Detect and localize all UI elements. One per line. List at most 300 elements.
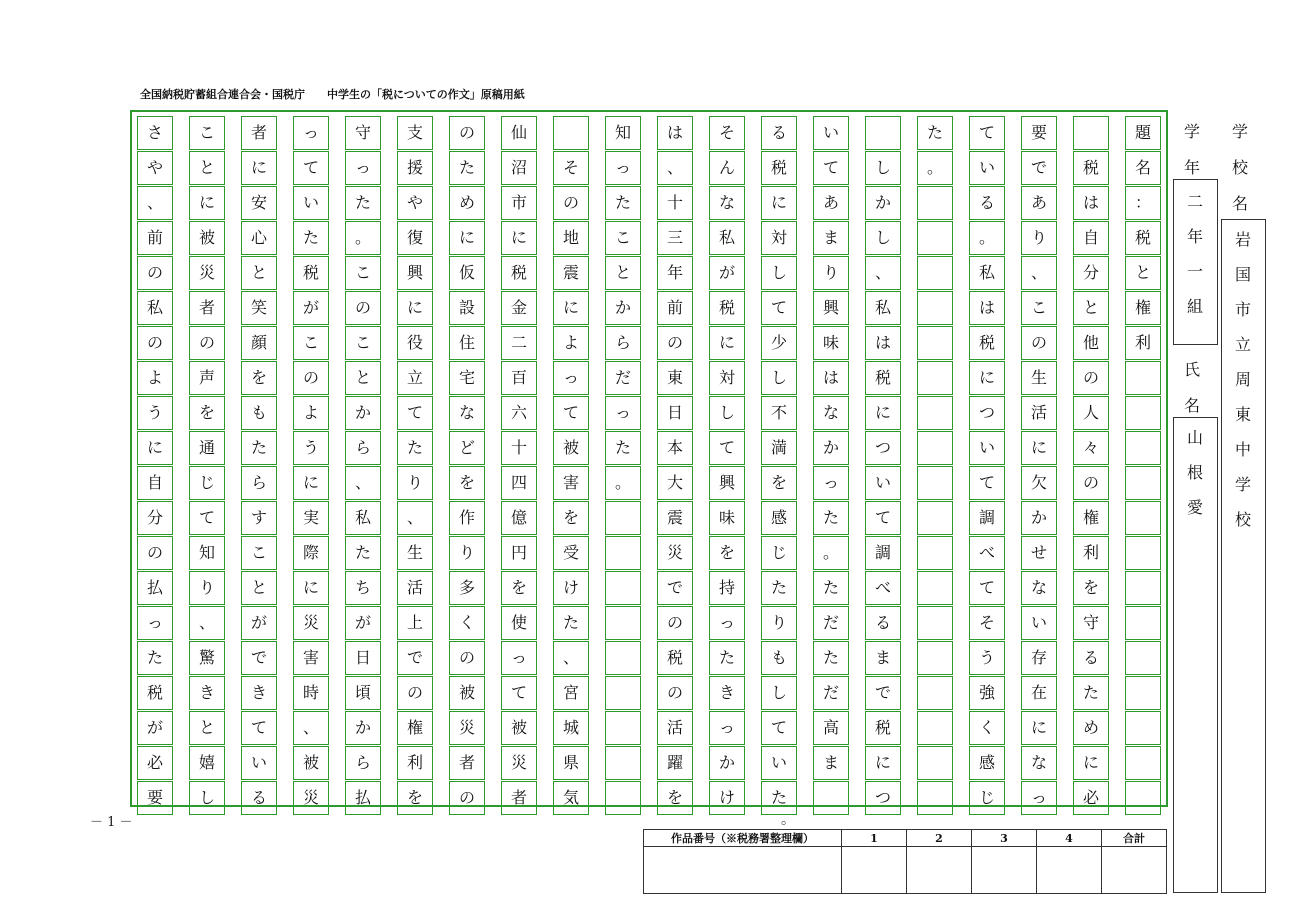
grid-cell: 住 xyxy=(449,326,485,360)
grid-cell: 、 xyxy=(137,186,173,220)
grid-cell: で xyxy=(865,676,901,710)
grid-cell: 頃 xyxy=(345,676,381,710)
grid-cell: た xyxy=(345,536,381,570)
grid-cell: り xyxy=(813,256,849,290)
grid-cell: う xyxy=(293,431,329,465)
grid-cell: 仙 xyxy=(501,116,537,150)
grid-cell xyxy=(605,781,641,815)
grid-cell xyxy=(813,781,849,815)
grid-cell: つ xyxy=(865,431,901,465)
grid-cell: に xyxy=(241,151,277,185)
grade-value xyxy=(1183,184,1207,324)
grid-cell: を xyxy=(761,466,797,500)
work-number-table xyxy=(643,829,1167,894)
table-cell-2[interactable] xyxy=(907,847,972,894)
grid-cell: 調 xyxy=(969,501,1005,535)
grid-cell: た xyxy=(917,116,953,150)
table-header-3: 3 xyxy=(972,830,1037,847)
vertical-char: 年 xyxy=(1183,158,1200,177)
table-cell-3[interactable] xyxy=(972,847,1037,894)
grid-cell: 払 xyxy=(137,571,173,605)
grid-cell: 。 xyxy=(969,221,1005,255)
grid-cell: に xyxy=(293,466,329,500)
grid-cell: け xyxy=(709,781,745,815)
grid-cell: が xyxy=(241,606,277,640)
grid-cell xyxy=(605,571,641,605)
grid-cell xyxy=(1125,606,1161,640)
grid-cell: か xyxy=(865,186,901,220)
vertical-char: 校 xyxy=(1234,510,1251,529)
grid-cell: め xyxy=(449,186,485,220)
grid-cell: る xyxy=(1073,641,1109,675)
grid-cell: を xyxy=(241,361,277,395)
grid-cell: 際 xyxy=(293,536,329,570)
grid-cell: 調 xyxy=(865,536,901,570)
grid-cell: ち xyxy=(345,571,381,605)
grid-cell xyxy=(1125,536,1161,570)
grid-cell: 実 xyxy=(293,501,329,535)
grid-cell: き xyxy=(709,676,745,710)
grid-cell: か xyxy=(1021,501,1057,535)
grid-cell: 。 xyxy=(813,536,849,570)
grid-cell: ま xyxy=(813,221,849,255)
grid-cell: 声 xyxy=(189,361,225,395)
vertical-char: 国 xyxy=(1234,265,1251,284)
grid-cell: り xyxy=(397,466,433,500)
grid-cell: て xyxy=(501,676,537,710)
grid-cell: を xyxy=(709,536,745,570)
grid-cell: 復 xyxy=(397,221,433,255)
grid-cell: 、 xyxy=(397,501,433,535)
grid-cell: っ xyxy=(345,151,381,185)
grid-cell: 興 xyxy=(397,256,433,290)
grid-cell: 円 xyxy=(501,536,537,570)
grid-cell: ら xyxy=(345,431,381,465)
grid-cell: 題 xyxy=(1125,116,1161,150)
grid-cell: た xyxy=(709,641,745,675)
grid-cell: こ xyxy=(241,536,277,570)
manuscript-grid xyxy=(130,110,1168,807)
grid-cell: い xyxy=(293,186,329,220)
grid-cell: き xyxy=(241,676,277,710)
grid-cell: 権 xyxy=(397,711,433,745)
grid-cell: 税 xyxy=(501,256,537,290)
grid-cell: を xyxy=(189,396,225,430)
table-cell-total[interactable] xyxy=(1102,847,1167,894)
grid-cell: こ xyxy=(189,116,225,150)
grid-cell xyxy=(605,536,641,570)
grid-cell: 六 xyxy=(501,396,537,430)
grid-cell: 生 xyxy=(397,536,433,570)
grid-cell xyxy=(917,396,953,430)
grid-cell: て xyxy=(761,711,797,745)
grid-cell: 私 xyxy=(709,221,745,255)
grid-cell: に xyxy=(969,361,1005,395)
grid-cell: を xyxy=(657,781,693,815)
grid-cell: た xyxy=(241,431,277,465)
grid-cell: 興 xyxy=(813,291,849,325)
grid-cell: こ xyxy=(345,256,381,290)
grid-cell xyxy=(605,606,641,640)
table-cell-work-number[interactable] xyxy=(644,847,842,894)
grid-cell: つ xyxy=(865,781,901,815)
grid-cell: 強 xyxy=(969,676,1005,710)
grid-cell: の xyxy=(137,536,173,570)
grid-cell: 税 xyxy=(865,711,901,745)
grid-cell: 払 xyxy=(345,781,381,815)
grid-cell: 前 xyxy=(137,221,173,255)
grid-cell: い xyxy=(241,746,277,780)
grid-cell: 活 xyxy=(1021,396,1057,430)
grid-cell: て xyxy=(709,431,745,465)
grid-cell: 税 xyxy=(1125,221,1161,255)
grid-cell: に xyxy=(1073,746,1109,780)
grid-cell: 。 xyxy=(917,151,953,185)
grid-cell: 対 xyxy=(709,361,745,395)
grid-cell: だ xyxy=(605,361,641,395)
grid-cell: 躍 xyxy=(657,746,693,780)
grid-cell: 受 xyxy=(553,536,589,570)
vertical-char: 中 xyxy=(1234,440,1251,459)
grid-cell: っ xyxy=(1021,781,1057,815)
grid-cell xyxy=(917,256,953,290)
grid-cell: た xyxy=(813,501,849,535)
grid-cell: の xyxy=(553,186,589,220)
grid-cell: 税 xyxy=(293,256,329,290)
grid-cell: 日 xyxy=(345,641,381,675)
grid-cell xyxy=(1125,676,1161,710)
school-value xyxy=(1231,222,1255,537)
vertical-char: 山 xyxy=(1186,428,1203,447)
grid-cell: 私 xyxy=(345,501,381,535)
grid-cell xyxy=(1125,431,1161,465)
grid-cell: く xyxy=(449,606,485,640)
grid-cell: 使 xyxy=(501,606,537,640)
grid-cell: 十 xyxy=(501,431,537,465)
grid-cell: い xyxy=(969,151,1005,185)
grid-cell: 災 xyxy=(657,536,693,570)
grid-cell: 名 xyxy=(1125,151,1161,185)
name-label xyxy=(1182,352,1202,424)
grid-cell: っ xyxy=(709,711,745,745)
grid-cell: 。 xyxy=(605,466,641,500)
grid-cell: に xyxy=(137,431,173,465)
grid-cell: の xyxy=(397,676,433,710)
grid-cell xyxy=(917,781,953,815)
table-header-4: 4 xyxy=(1037,830,1102,847)
grid-cell: ら xyxy=(605,326,641,360)
grid-cell: も xyxy=(241,396,277,430)
grid-cell: 笑 xyxy=(241,291,277,325)
grid-cell: こ xyxy=(293,326,329,360)
grid-cell: べ xyxy=(865,571,901,605)
grid-cell xyxy=(917,291,953,325)
grid-cell: こ xyxy=(1021,291,1057,325)
grid-cell: 被 xyxy=(189,221,225,255)
grid-cell: て xyxy=(553,396,589,430)
grid-cell: 、 xyxy=(657,151,693,185)
grid-cell: う xyxy=(969,641,1005,675)
grid-cell xyxy=(917,431,953,465)
grid-cell: 守 xyxy=(1073,606,1109,640)
grid-cell: ら xyxy=(345,746,381,780)
grid-cell xyxy=(917,186,953,220)
grid-cell: こ xyxy=(605,221,641,255)
grid-cell: と xyxy=(189,711,225,745)
grid-cell xyxy=(917,711,953,745)
grid-cell: 税 xyxy=(1073,151,1109,185)
grid-cell: を xyxy=(553,501,589,535)
grid-cell: た xyxy=(345,186,381,220)
grid-cell: 権 xyxy=(1125,291,1161,325)
grid-cell: 必 xyxy=(1073,781,1109,815)
grid-cell: 利 xyxy=(397,746,433,780)
grid-cell: 者 xyxy=(449,746,485,780)
grid-cell xyxy=(553,116,589,150)
grid-cell: 本 xyxy=(657,431,693,465)
grid-cell: 私 xyxy=(969,256,1005,290)
grid-cell xyxy=(917,676,953,710)
grid-cell xyxy=(1125,746,1161,780)
grid-cell: 自 xyxy=(137,466,173,500)
grid-cell: 人 xyxy=(1073,396,1109,430)
grid-cell: 被 xyxy=(293,746,329,780)
grid-cell: 持 xyxy=(709,571,745,605)
grid-cell: な xyxy=(449,396,485,430)
grid-cell: で xyxy=(397,641,433,675)
grid-cell: は xyxy=(813,361,849,395)
grid-cell: そ xyxy=(553,151,589,185)
grid-cell: を xyxy=(1073,571,1109,605)
table-cell-1[interactable] xyxy=(842,847,907,894)
grid-cell: の xyxy=(657,326,693,360)
grid-cell: て xyxy=(969,466,1005,500)
grid-cell: 生 xyxy=(1021,361,1057,395)
grid-cell: く xyxy=(969,711,1005,745)
grid-cell: な xyxy=(1021,746,1057,780)
grid-cell: そ xyxy=(709,116,745,150)
grid-cell: 心 xyxy=(241,221,277,255)
grid-cell: 活 xyxy=(657,711,693,745)
grid-cell: っ xyxy=(605,396,641,430)
grid-cell: た xyxy=(813,641,849,675)
grid-cell xyxy=(1125,466,1161,500)
grid-cell: 守 xyxy=(345,116,381,150)
grid-cell: 億 xyxy=(501,501,537,535)
grid-cell: い xyxy=(865,466,901,500)
grid-cell xyxy=(605,501,641,535)
grid-cell: 地 xyxy=(553,221,589,255)
grid-cell: の xyxy=(449,116,485,150)
vertical-char: 学 xyxy=(1234,475,1251,494)
grid-cell: に xyxy=(293,571,329,605)
grid-cell: き xyxy=(189,676,225,710)
grid-cell: 々 xyxy=(1073,431,1109,465)
grid-cell: に xyxy=(761,186,797,220)
grid-cell: か xyxy=(345,396,381,430)
grid-cell xyxy=(917,221,953,255)
grid-cell: じ xyxy=(189,466,225,500)
grid-cell: 税 xyxy=(865,361,901,395)
grid-cell: と xyxy=(241,571,277,605)
grid-cell xyxy=(917,501,953,535)
grid-cell xyxy=(917,361,953,395)
grid-cell: る xyxy=(865,606,901,640)
grid-cell xyxy=(1125,396,1161,430)
grid-cell: 四 xyxy=(501,466,537,500)
grid-cell: し xyxy=(709,396,745,430)
grid-cell: っ xyxy=(553,361,589,395)
grid-cell: 。 xyxy=(345,221,381,255)
grid-cell: っ xyxy=(501,641,537,675)
vertical-char: 根 xyxy=(1186,463,1203,482)
grid-cell: そ xyxy=(969,606,1005,640)
grid-cell: 被 xyxy=(449,676,485,710)
grid-cell: 必 xyxy=(137,746,173,780)
grid-cell: を xyxy=(449,466,485,500)
grid-cell: に xyxy=(553,291,589,325)
grid-cell: 県 xyxy=(553,746,589,780)
grid-cell: て xyxy=(397,396,433,430)
grid-cell: 、 xyxy=(865,256,901,290)
grid-cell: 二 xyxy=(501,326,537,360)
grid-cell: 感 xyxy=(969,746,1005,780)
grid-cell: を xyxy=(501,571,537,605)
table-cell-4[interactable] xyxy=(1037,847,1102,894)
grid-cell: の xyxy=(657,676,693,710)
table-header-2: 2 xyxy=(907,830,972,847)
grid-cell xyxy=(1073,116,1109,150)
grid-cell: 興 xyxy=(709,466,745,500)
grid-cell: は xyxy=(865,326,901,360)
grid-cell: と xyxy=(241,256,277,290)
trailing-mark: 。 xyxy=(781,812,795,828)
grid-cell: し xyxy=(865,151,901,185)
grid-cell xyxy=(605,676,641,710)
grid-cell: 驚 xyxy=(189,641,225,675)
grid-cell: べ xyxy=(969,536,1005,570)
grid-cell: は xyxy=(969,291,1005,325)
grid-cell: 味 xyxy=(709,501,745,535)
grid-cell: 害 xyxy=(553,466,589,500)
grid-cell: 災 xyxy=(449,711,485,745)
grid-cell: い xyxy=(969,431,1005,465)
grid-cell: た xyxy=(761,571,797,605)
grid-cell: と xyxy=(1125,256,1161,290)
grid-cell: い xyxy=(1021,606,1057,640)
grid-cell: に xyxy=(1021,711,1057,745)
grid-cell: い xyxy=(813,116,849,150)
grid-cell: の xyxy=(1073,361,1109,395)
grid-cell: 在 xyxy=(1021,676,1057,710)
grid-cell: に xyxy=(1021,431,1057,465)
grid-cell: に xyxy=(189,186,225,220)
grid-cell: の xyxy=(1021,326,1057,360)
grid-cell: 者 xyxy=(189,291,225,325)
grid-cell: は xyxy=(657,116,693,150)
grid-cell: 分 xyxy=(137,501,173,535)
grid-cell: っ xyxy=(605,151,641,185)
grid-cell: を xyxy=(397,781,433,815)
vertical-char: 東 xyxy=(1234,405,1251,424)
grid-cell: た xyxy=(293,221,329,255)
grid-cell: 災 xyxy=(189,256,225,290)
vertical-char: 愛 xyxy=(1186,498,1203,517)
grid-cell: 被 xyxy=(501,711,537,745)
grid-cell: せ xyxy=(1021,536,1057,570)
grid-cell xyxy=(917,606,953,640)
grid-cell: の xyxy=(657,606,693,640)
name-value xyxy=(1183,420,1207,525)
grid-cell: 災 xyxy=(501,746,537,780)
grid-cell: 大 xyxy=(657,466,693,500)
grid-cell: や xyxy=(397,186,433,220)
vertical-char: 岩 xyxy=(1234,230,1251,249)
grid-cell: 宅 xyxy=(449,361,485,395)
vertical-char: 年 xyxy=(1186,227,1203,246)
grid-cell: の xyxy=(449,641,485,675)
grid-cell: 時 xyxy=(293,676,329,710)
grid-cell: て xyxy=(189,501,225,535)
grid-cell: 者 xyxy=(501,781,537,815)
grid-cell: な xyxy=(1021,571,1057,605)
grid-cell: 税 xyxy=(969,326,1005,360)
grid-cell: り xyxy=(1021,221,1057,255)
grid-cell xyxy=(1125,571,1161,605)
grid-cell: で xyxy=(1021,151,1057,185)
grid-cell: ： xyxy=(1125,186,1161,220)
grid-cell: の xyxy=(293,361,329,395)
grid-cell: 設 xyxy=(449,291,485,325)
grid-cell: 他 xyxy=(1073,326,1109,360)
grid-cell: に xyxy=(449,221,485,255)
grid-cell: と xyxy=(605,256,641,290)
grid-cell xyxy=(917,571,953,605)
vertical-char: 学 xyxy=(1231,122,1248,141)
grid-cell: り xyxy=(761,606,797,640)
grid-cell: 震 xyxy=(657,501,693,535)
grid-cell xyxy=(1125,501,1161,535)
grid-cell: 多 xyxy=(449,571,485,605)
grid-cell: 知 xyxy=(189,536,225,570)
grid-cell: だ xyxy=(813,606,849,640)
grid-cell: の xyxy=(345,291,381,325)
grid-cell: 支 xyxy=(397,116,433,150)
grid-cell: あ xyxy=(813,186,849,220)
grid-cell: 税 xyxy=(709,291,745,325)
grid-cell: う xyxy=(137,396,173,430)
grid-cell: の xyxy=(137,326,173,360)
grid-cell: か xyxy=(605,291,641,325)
grid-cell: 、 xyxy=(1021,256,1057,290)
vertical-char: 周 xyxy=(1234,370,1251,389)
grid-cell: り xyxy=(189,571,225,605)
grid-cell: が xyxy=(345,606,381,640)
grid-cell: で xyxy=(657,571,693,605)
grid-cell: の xyxy=(189,326,225,360)
grid-cell: 、 xyxy=(293,711,329,745)
grid-cell xyxy=(917,466,953,500)
grid-cell: で xyxy=(241,641,277,675)
grid-cell: た xyxy=(553,606,589,640)
grid-cell: じ xyxy=(969,781,1005,815)
grid-cell: た xyxy=(605,186,641,220)
grid-cell: た xyxy=(605,431,641,465)
grid-cell: 安 xyxy=(241,186,277,220)
grid-cell: 災 xyxy=(293,781,329,815)
table-header-total: 合計 xyxy=(1102,830,1167,847)
grid-cell: し xyxy=(761,361,797,395)
